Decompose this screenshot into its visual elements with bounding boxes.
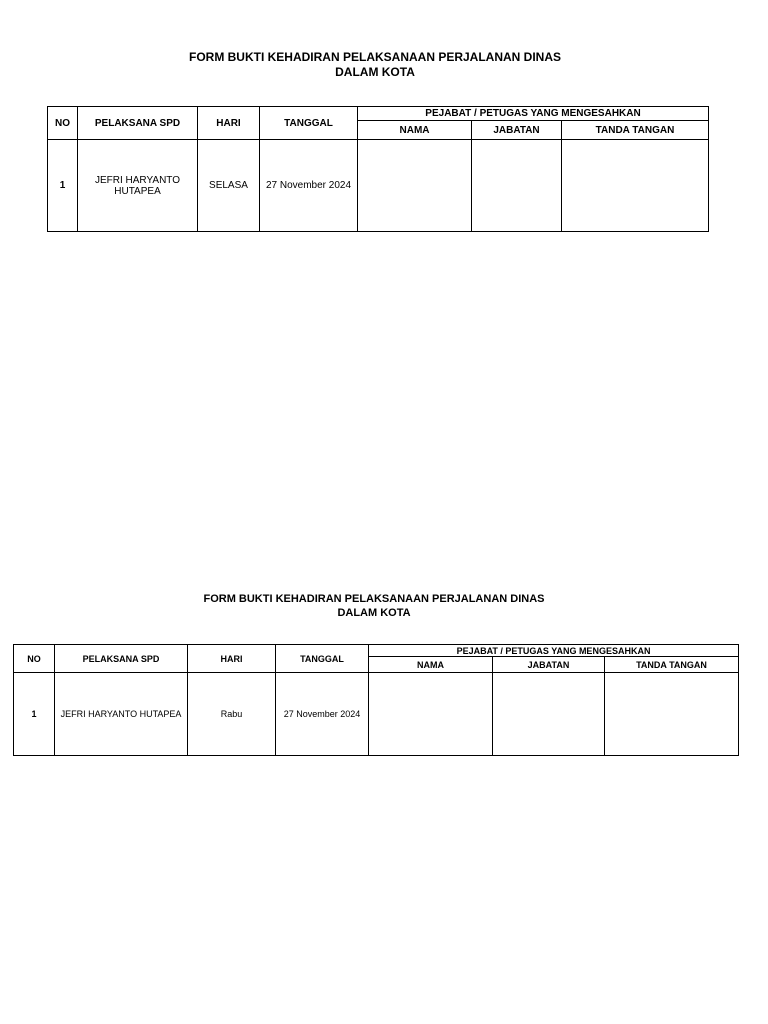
cell-hari: Rabu [188,673,276,756]
form-title-line1: FORM BUKTI KEHADIRAN PELAKSANAAN PERJALANAN DINAS [203,593,545,605]
cell-tanggal: 27 November 2024 [276,673,369,756]
form-title-line1: FORM BUKTI KEHADIRAN PELAKSANAAN PERJALANAN DINAS [188,50,561,64]
header-tanda-tangan: TANDA TANGAN [605,657,739,673]
header-hari: HARI [188,645,276,673]
cell-pelaksana: JEFRI HARYANTO HUTAPEA [78,140,198,232]
cell-tanggal: 27 November 2024 [260,140,358,232]
cell-nama[interactable] [369,673,493,756]
header-no: NO [48,107,78,140]
cell-tanda-tangan[interactable] [562,140,709,232]
form-title [0,593,748,621]
header-tanggal: TANGGAL [276,645,369,673]
table-row [48,140,709,232]
cell-jabatan[interactable] [493,673,605,756]
form-title-line2: DALAM KOTA [337,606,411,619]
cell-tanda-tangan[interactable] [605,673,739,756]
header-nama: NAMA [369,657,493,673]
cell-hari: SELASA [198,140,260,232]
header-tanggal: TANGGAL [260,107,358,140]
table-row [14,673,739,756]
attendance-table [47,106,709,232]
header-hari: HARI [198,107,260,140]
header-tanda-tangan: TANDA TANGAN [562,121,709,140]
table-header-row [48,107,709,121]
table-header-row [14,645,739,657]
header-pelaksana: PELAKSANA SPD [78,107,198,140]
form-title [0,50,750,80]
cell-jabatan[interactable] [472,140,562,232]
cell-no: 1 [48,140,78,232]
header-pejabat-group: PEJABAT / PETUGAS YANG MENGESAHKAN [358,107,709,121]
cell-pelaksana: JEFRI HARYANTO HUTAPEA [55,673,188,756]
attendance-table [13,644,739,756]
header-jabatan: JABATAN [472,121,562,140]
header-pejabat-group: PEJABAT / PETUGAS YANG MENGESAHKAN [369,645,739,657]
header-nama: NAMA [358,121,472,140]
form-title-line2: DALAM KOTA [335,65,415,79]
header-jabatan: JABATAN [493,657,605,673]
cell-nama[interactable] [358,140,472,232]
cell-no: 1 [14,673,55,756]
header-pelaksana: PELAKSANA SPD [55,645,188,673]
header-no: NO [14,645,55,673]
